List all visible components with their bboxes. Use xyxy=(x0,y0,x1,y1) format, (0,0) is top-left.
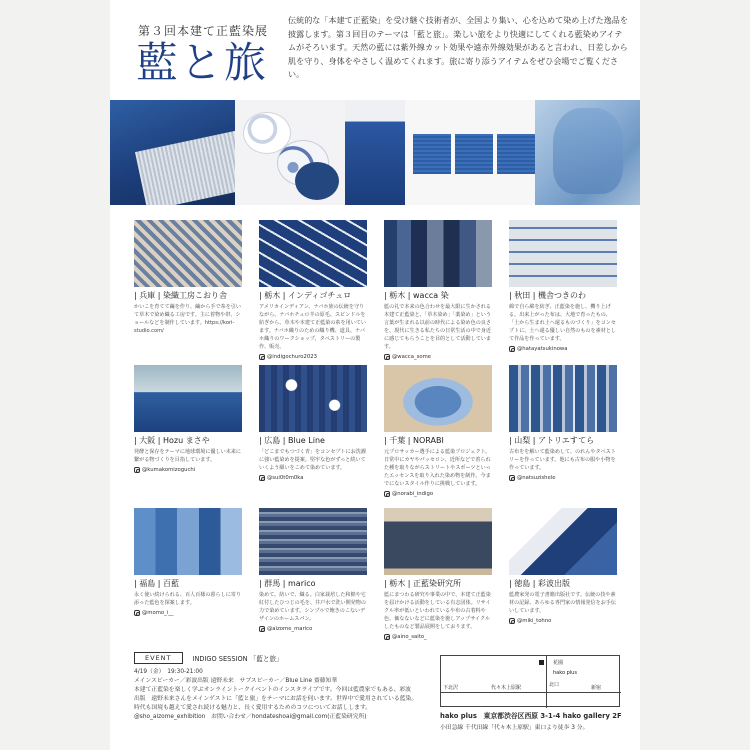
map-label-shinjuku: 新宿 xyxy=(591,685,602,691)
event-section xyxy=(134,652,434,722)
venue-line-2: 小田急線 千代田線「代々木上原駅」東口より徒歩 3 分。 xyxy=(440,725,589,731)
maker-handle[interactable]: @norabi_indigo xyxy=(392,491,434,497)
maker-sns[interactable] xyxy=(509,617,617,625)
maker-sns[interactable] xyxy=(134,609,242,617)
instagram-icon xyxy=(509,475,515,481)
maker-sns[interactable] xyxy=(509,345,617,353)
maker-photo xyxy=(384,508,492,575)
maker-handle[interactable]: @indigochuro2023 xyxy=(267,354,317,360)
maker-desc: かいこを育てて繭を作り、繭から手で糸を引いて草木で染め織る工房です。主に着物や帯、ショールなどを制作しています。https://kori-studio.com/ xyxy=(134,304,241,334)
map-label-exit: 北口 xyxy=(549,682,560,688)
maker-sns[interactable] xyxy=(384,490,492,498)
maker-photo xyxy=(134,508,242,575)
maker-handle[interactable]: @aizome_marico xyxy=(267,626,313,632)
maker-card xyxy=(134,220,242,335)
maker-handle[interactable]: @momo_i__ xyxy=(142,610,174,616)
venue-line-1: hako plus 東京都渋谷区西原 3-1-4 hako gallery 2F xyxy=(440,712,622,720)
event-badge: EVENT xyxy=(134,652,183,664)
maker-desc: 藍にまつわる研究や事業の中で、本建て正藍染を届けかける活動をしている有志団体。リサイクル率が低いといわれているや布の古着料や色、価なないなどに藍染を施しアップサイクルしたものなど製品展開をしております。 xyxy=(384,592,491,630)
instagram-icon xyxy=(259,626,265,632)
maker-photo xyxy=(509,508,617,575)
maker-name: | 兵庫 | 染織工房こおり舎 xyxy=(134,291,228,300)
maker-handle[interactable]: @kumakomizoguchi xyxy=(142,467,196,473)
venue-address xyxy=(440,710,635,731)
maker-sns[interactable] xyxy=(259,625,367,633)
exhibition-title: 藍と旅 xyxy=(136,38,269,87)
instagram-icon xyxy=(509,346,515,352)
maker-card xyxy=(384,365,492,498)
event-contact[interactable]: @sho_aizome_exhibition お問い合わせ／hondateshoai@gmail.com(正藍染研究所) xyxy=(134,714,367,720)
maker-photo xyxy=(134,365,242,432)
maker-card xyxy=(384,508,492,641)
maker-name: | 千葉 | NORABI xyxy=(384,436,444,445)
maker-sns[interactable] xyxy=(384,353,492,361)
maker-card xyxy=(259,220,367,361)
instagram-icon xyxy=(134,467,140,473)
maker-handle[interactable]: @natsuzishele xyxy=(517,475,556,481)
maker-photo xyxy=(259,508,367,575)
maker-photo xyxy=(259,365,367,432)
maker-sns[interactable] xyxy=(384,633,492,641)
maker-sns[interactable] xyxy=(259,353,367,361)
maker-desc: 藍の礼で本来の色合わせを最大限に生かされる本建て正藍染と、「草木染め」「薬染め」という言葉が生まれる以前の時代による染め色の良さを、現代に生きる私たちの日常生活の中で身近に感じてもらうことを目的として活動しています。 xyxy=(384,304,491,350)
maker-desc: 元プロサッカー選手による藍染プロジェクト。日常中にカヤやパッセロン、近所などで着られた種を取りながらストリートやスポーツといったエッセンスを取り入れた染め物を制作。今までにないスタイル作りに挑戦しています。 xyxy=(384,449,491,487)
maker-card xyxy=(384,220,492,361)
instagram-icon xyxy=(134,610,140,616)
maker-card xyxy=(259,508,367,633)
maker-photo xyxy=(509,220,617,287)
maker-desc: アメリカインディアン、ナバホ族の伝統を守りながら、ナバホチュロ羊の原毛、スピンドルを紡ぎから、草木や本建て正藍染の糸を用いています。ナバホ織りのための織り機、道具、ナバホ織りのワークショップ、タペストリーの製作、販売。 xyxy=(259,304,366,350)
maker-handle[interactable]: @sui0t0m0ka xyxy=(267,475,304,481)
access-map xyxy=(440,655,620,707)
maker-desc: 発酵と保存をテーマに地球環境に優しい未来に繋がる物づくりを目指しています。 xyxy=(134,449,241,463)
maker-name: | 広島 | Blue Line xyxy=(259,436,325,445)
maker-name: | 栃木 | 正藍染研究所 xyxy=(384,579,462,588)
maker-sns[interactable] xyxy=(134,466,242,474)
maker-card xyxy=(509,365,617,482)
hero-photo-cups xyxy=(235,100,345,205)
maker-name: | 群馬 | marico xyxy=(259,579,316,588)
maker-handle[interactable]: @miki_tohno xyxy=(517,618,552,624)
event-title: INDIGO SESSION 「藍と旅」 xyxy=(192,655,283,663)
event-desc-line: 時代も国境も越えて愛され続ける魅力と、長く愛用するためのコツについてお話しします。 xyxy=(134,705,372,711)
maker-card xyxy=(509,220,617,353)
instagram-icon xyxy=(384,634,390,640)
event-desc-line: 本建て正藍染を楽しく学ぶオンライントークイベントのインスタライブです。今回は藍農家でもある、彩波 xyxy=(134,687,411,693)
event-date: 4/19（金） 19:30-21:00 xyxy=(134,669,203,675)
hero-photo-scarf xyxy=(535,100,640,205)
maker-card xyxy=(134,365,242,474)
map-label-shimokita: 下北沢 xyxy=(443,685,459,691)
maker-desc: 藍農家発の電子書籍出版社です。伝統の技や素材の記録、あらゆる専門家の情報発信をお手伝いしています。 xyxy=(509,592,616,614)
maker-desc: 永く使い続けられる、百人百様の暮らしに寄り添った藍色を探案します。 xyxy=(134,592,241,606)
maker-name: | 福島 | 百藍 xyxy=(134,579,180,588)
maker-photo xyxy=(134,220,242,287)
maker-handle[interactable]: @wacca_some xyxy=(392,354,432,360)
maker-sns[interactable] xyxy=(259,474,367,482)
map-label-hako: hako plus xyxy=(553,670,577,676)
maker-card xyxy=(134,508,242,617)
maker-card xyxy=(509,508,617,625)
map-label-hanazono: 花園 xyxy=(553,660,564,666)
maker-photo xyxy=(259,220,367,287)
poster xyxy=(110,0,640,750)
maker-name: | 秋田 | 機舎つきのわ xyxy=(509,291,587,300)
maker-handle[interactable]: @aino_saito_ xyxy=(392,634,427,640)
event-desc-line: 出版 遠野未来さんをメインゲストに「藍と旅」をテーマにお話を伺います。世界中で愛用されている藍染。 xyxy=(134,696,418,702)
instagram-icon xyxy=(259,475,265,481)
maker-name: | 大阪 | Hozu まさや xyxy=(134,436,210,445)
hero-photo-bowl xyxy=(345,100,405,205)
instagram-icon xyxy=(384,491,390,497)
instagram-icon xyxy=(384,354,390,360)
venue-marker-icon xyxy=(539,660,544,665)
map-label-station: 代々木上原駅 xyxy=(491,685,522,691)
maker-photo xyxy=(384,365,492,432)
maker-name: | 山梨 | アトリエすてら xyxy=(509,436,595,445)
maker-desc: 染めて、紡いで、織る。白家栽培した和棉や宅紅付したひつじの毛を、井戸水で洗い開発物の力で染めています。シンプルで飽きのこないデザインのホームスパン。 xyxy=(259,592,366,622)
maker-photo xyxy=(509,365,617,432)
maker-sns[interactable] xyxy=(509,474,617,482)
instagram-icon xyxy=(259,354,265,360)
maker-name: | 栃木 | インディゴチュロ xyxy=(259,291,352,300)
exhibition-kicker: 第３回本建て正藍染展 xyxy=(138,24,269,38)
maker-card xyxy=(259,365,367,482)
maker-desc: 古布をを解いて藍染めして、のれんやタペストリーを作っています。他にも古布の服や小物を作っています。 xyxy=(509,449,616,471)
event-speakers: メインスピーカー／彩波出版 遠野未来 サブスピーカー／Blue Line 齋藤知華 xyxy=(134,678,338,684)
maker-handle[interactable]: @hatayatsukinowa xyxy=(517,346,568,352)
maker-desc: 「どこまでもつづく青」をコンセプトにお洗濯に強い藍染めを提案。堅牢な色がずっと続いていくよう願いをこめて染めています。 xyxy=(259,449,366,471)
hero-photo-textile xyxy=(110,100,235,205)
maker-desc: 綿で自ら綿を紡ぎ、正藍染を施し、機り上げる。出来上がった布は、大地で育ったもの、「土から生まれ土へ還るものづくり」をコンセプトに、土へ還る優しい自然のものを素材として作品を作っています。 xyxy=(509,304,616,342)
instagram-icon xyxy=(509,618,515,624)
maker-name: | 徳島 | 彩波出版 xyxy=(509,579,571,588)
hero-photo-cloths xyxy=(405,100,535,205)
maker-photo xyxy=(384,220,492,287)
intro-text: 伝統的な「本建て正藍染」を受け継ぐ技術者が、全国より集い、心を込めて染め上げた逸品を披露します。第３回目のテーマは「藍と旅」。楽しい旅をより快適にしてくれる藍染めアイテムがそろいます。天然の藍には紫外線カット効果や遠赤外線効果があると言われ、日差しから肌を守り、身体をやさしく温めてくれます。旅に寄り添うアイテムをぜひ会場でご覧ください。 xyxy=(288,15,628,80)
hero-photo-strip xyxy=(110,100,640,205)
header xyxy=(110,0,640,100)
maker-name: | 栃木 | wacca 染 xyxy=(384,291,449,300)
